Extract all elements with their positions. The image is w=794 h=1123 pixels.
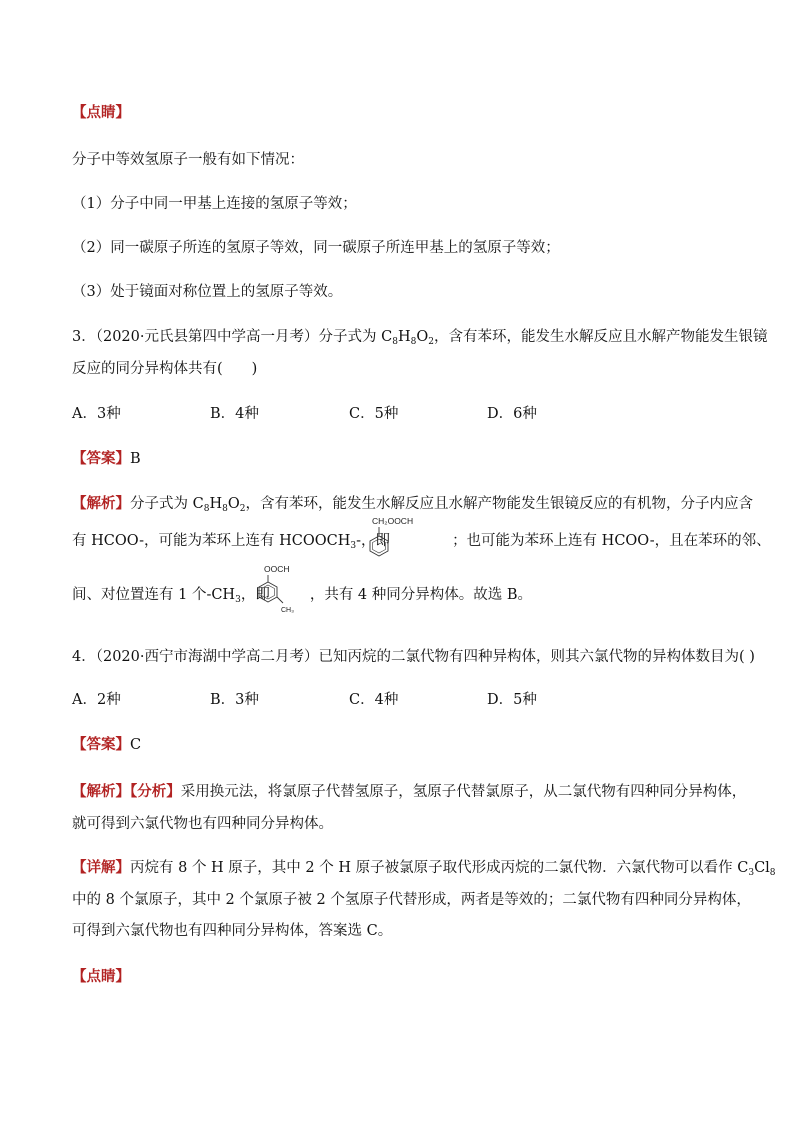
q3-explanation-line1: 【解析】分子式为 $C_8H_8O_2$，含有苯环，能发生水解反应且水解产物能发生银镜反应的有机物，分子内应含 bbox=[72, 496, 753, 514]
q4-detail-line1: 【详解】丙烷有 8 个 H 原子，其中 2 个 H 原子被氯原子取代形成丙烷的二氯代物．六氯代物可以看作 $C_3Cl_8$ bbox=[72, 860, 776, 878]
mol1-substituent-label: CH₂OOCH bbox=[372, 516, 414, 526]
q3-stem-line1: 3．（2020·元氏县第四中学高一月考）分子式为 $C_8H_8O_2$，含有苯环，能发生水解反应且水解产物能发生银镜 bbox=[72, 329, 768, 347]
q3-option-c: C．5种 bbox=[349, 406, 399, 422]
dianjing-point-2: （2）同一碳原子所连的氢原子等效，同一碳原子所连甲基上的氢原子等效； bbox=[72, 240, 560, 256]
q4-option-b: B．3种 bbox=[210, 692, 259, 708]
q4-option-c: C．4种 bbox=[349, 692, 399, 708]
q4-option-a: A．2种 bbox=[72, 692, 121, 708]
mol2-substituent-label: OOCH bbox=[264, 564, 290, 574]
dianjing-tag-2: 【点睛】 bbox=[72, 969, 130, 985]
q4-stem: 4．（2020·西宁市海湖中学高二月考）已知丙烷的二氯代物有四种异构体，则其六氯代物的异构体数目为( ) bbox=[72, 649, 755, 665]
q3-option-d: D．6种 bbox=[487, 406, 537, 422]
q4-option-d: D．5种 bbox=[487, 692, 537, 708]
q3-explanation-line3: 间、对位置连有 1 个$-CH_3$，即 ，共有 4 种同分异构体。故选 B。 bbox=[72, 587, 533, 605]
q3-option-b: B．4种 bbox=[210, 406, 259, 422]
mol2-methyl-label: CH₃ bbox=[281, 607, 294, 614]
q4-detail-line3: 可得到六氯代物也有四种同分异构体，答案选 C。 bbox=[72, 923, 393, 939]
q3-stem-line2: 反应的同分异构体共有( ) bbox=[72, 361, 258, 377]
q4-explanation-line1: 【解析】【分析】采用换元法，将氯原子代替氢原子，氢原子代替氯原子，从二氯代物有四种同分异构体， bbox=[72, 784, 747, 800]
dianjing-point-3: （3）处于镜面对称位置上的氢原子等效。 bbox=[72, 284, 343, 300]
methylphenyl-formate-structure bbox=[252, 562, 302, 614]
q3-answer: 【答案】B bbox=[72, 451, 141, 467]
dianjing-point-1: （1）分子中同一甲基上连接的氢原子等效； bbox=[72, 196, 357, 212]
dianjing-intro: 分子中等效氢原子一般有如下情况： bbox=[72, 152, 304, 168]
dianjing-tag-1: 【点睛】 bbox=[72, 105, 130, 121]
benzyl-formate-structure bbox=[362, 514, 434, 560]
q3-explanation-line2: 有 HCOO-，可能为苯环上连有 $HCOOCH_3-$，即 ；也可能为苯环上连有 HCOO-，且在苯环的邻、 bbox=[72, 533, 771, 551]
q3-option-a: A．3种 bbox=[72, 406, 121, 422]
q4-detail-line2: 中的 8 个氯原子，其中 2 个氯原子被 2 个氢原子代替形成，两者是等效的；二氯代物有四种同分异构体， bbox=[72, 892, 751, 908]
q4-explanation-line2: 就可得到六氯代物也有四种同分异构体。 bbox=[72, 816, 333, 832]
q4-answer: 【答案】C bbox=[72, 737, 142, 753]
